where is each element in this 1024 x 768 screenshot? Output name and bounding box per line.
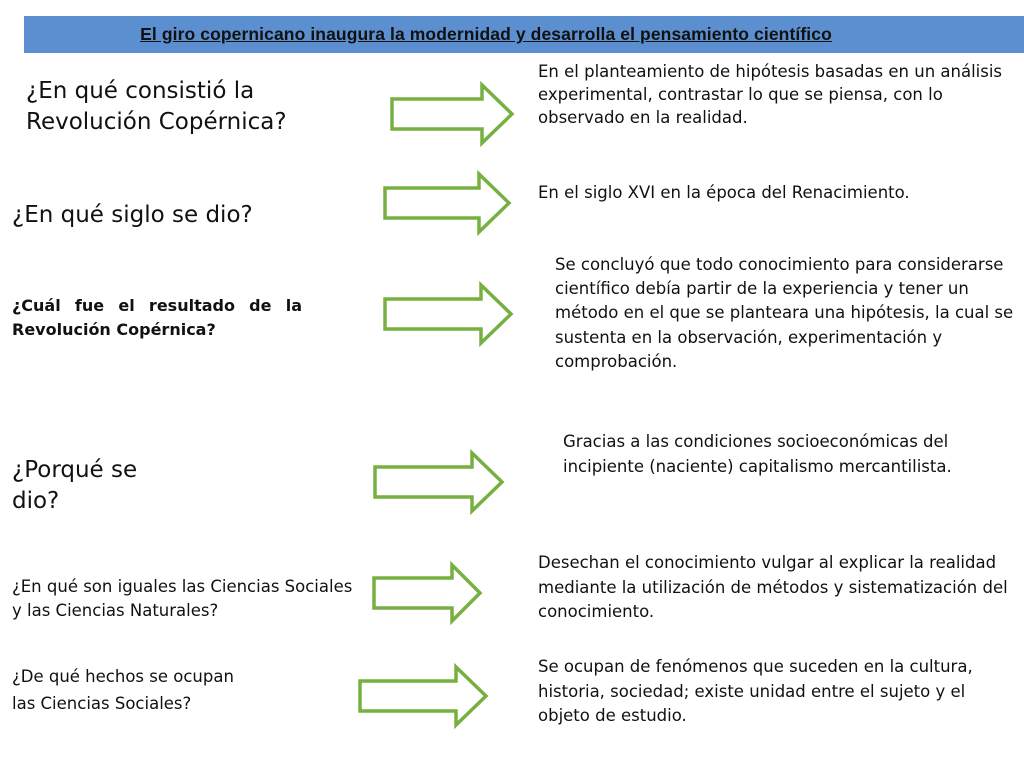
answer-2: En el siglo XVI en la época del Renacimiento. bbox=[538, 183, 910, 202]
page-title: El giro copernicano inaugura la modernidad y desarrolla el pensamiento científico bbox=[140, 24, 832, 44]
right-arrow-icon bbox=[373, 451, 505, 513]
answer-3: Se concluyó que todo conocimiento para considerarse científico debía partir de la experiencia y tener un método en el que se planteara una hipótesis, la cual se sustenta en la observación, experimentación y comprobación. bbox=[555, 255, 1014, 371]
question-6: ¿De qué hechos se ocupan las Ciencias Sociales? bbox=[12, 667, 234, 713]
right-arrow-icon bbox=[383, 172, 512, 234]
right-arrow-icon bbox=[383, 283, 514, 345]
answer-1: En el planteamiento de hipótesis basadas en un análisis experimental, contrastar lo que se piensa, con lo observado en la realidad. bbox=[538, 62, 1003, 127]
title-banner bbox=[24, 16, 1024, 53]
right-arrow-icon bbox=[358, 665, 489, 727]
question-5: ¿En qué son iguales las Ciencias Sociales y las Ciencias Naturales? bbox=[12, 577, 353, 620]
question-4: ¿Porqué se dio? bbox=[12, 457, 138, 514]
question-1: ¿En qué consistió la Revolución Copérnica? bbox=[26, 78, 287, 135]
answer-6: Se ocupan de fenómenos que suceden en la cultura, historia, sociedad; existe unidad entre el sujeto y el objeto de estudio. bbox=[538, 657, 973, 725]
right-arrow-icon bbox=[390, 83, 515, 145]
right-arrow-icon bbox=[372, 563, 483, 623]
question-3: ¿Cuál fue el resultado de la Revolución Copérnica? bbox=[12, 296, 302, 339]
question-2: ¿En qué siglo se dio? bbox=[12, 202, 253, 228]
answer-4: Gracias a las condiciones socioeconómicas del incipiente (naciente) capitalismo mercantilista. bbox=[563, 432, 952, 476]
answer-5: Desechan el conocimiento vulgar al explicar la realidad mediante la utilización de métodos y sistematización del conocimiento. bbox=[538, 553, 1008, 621]
